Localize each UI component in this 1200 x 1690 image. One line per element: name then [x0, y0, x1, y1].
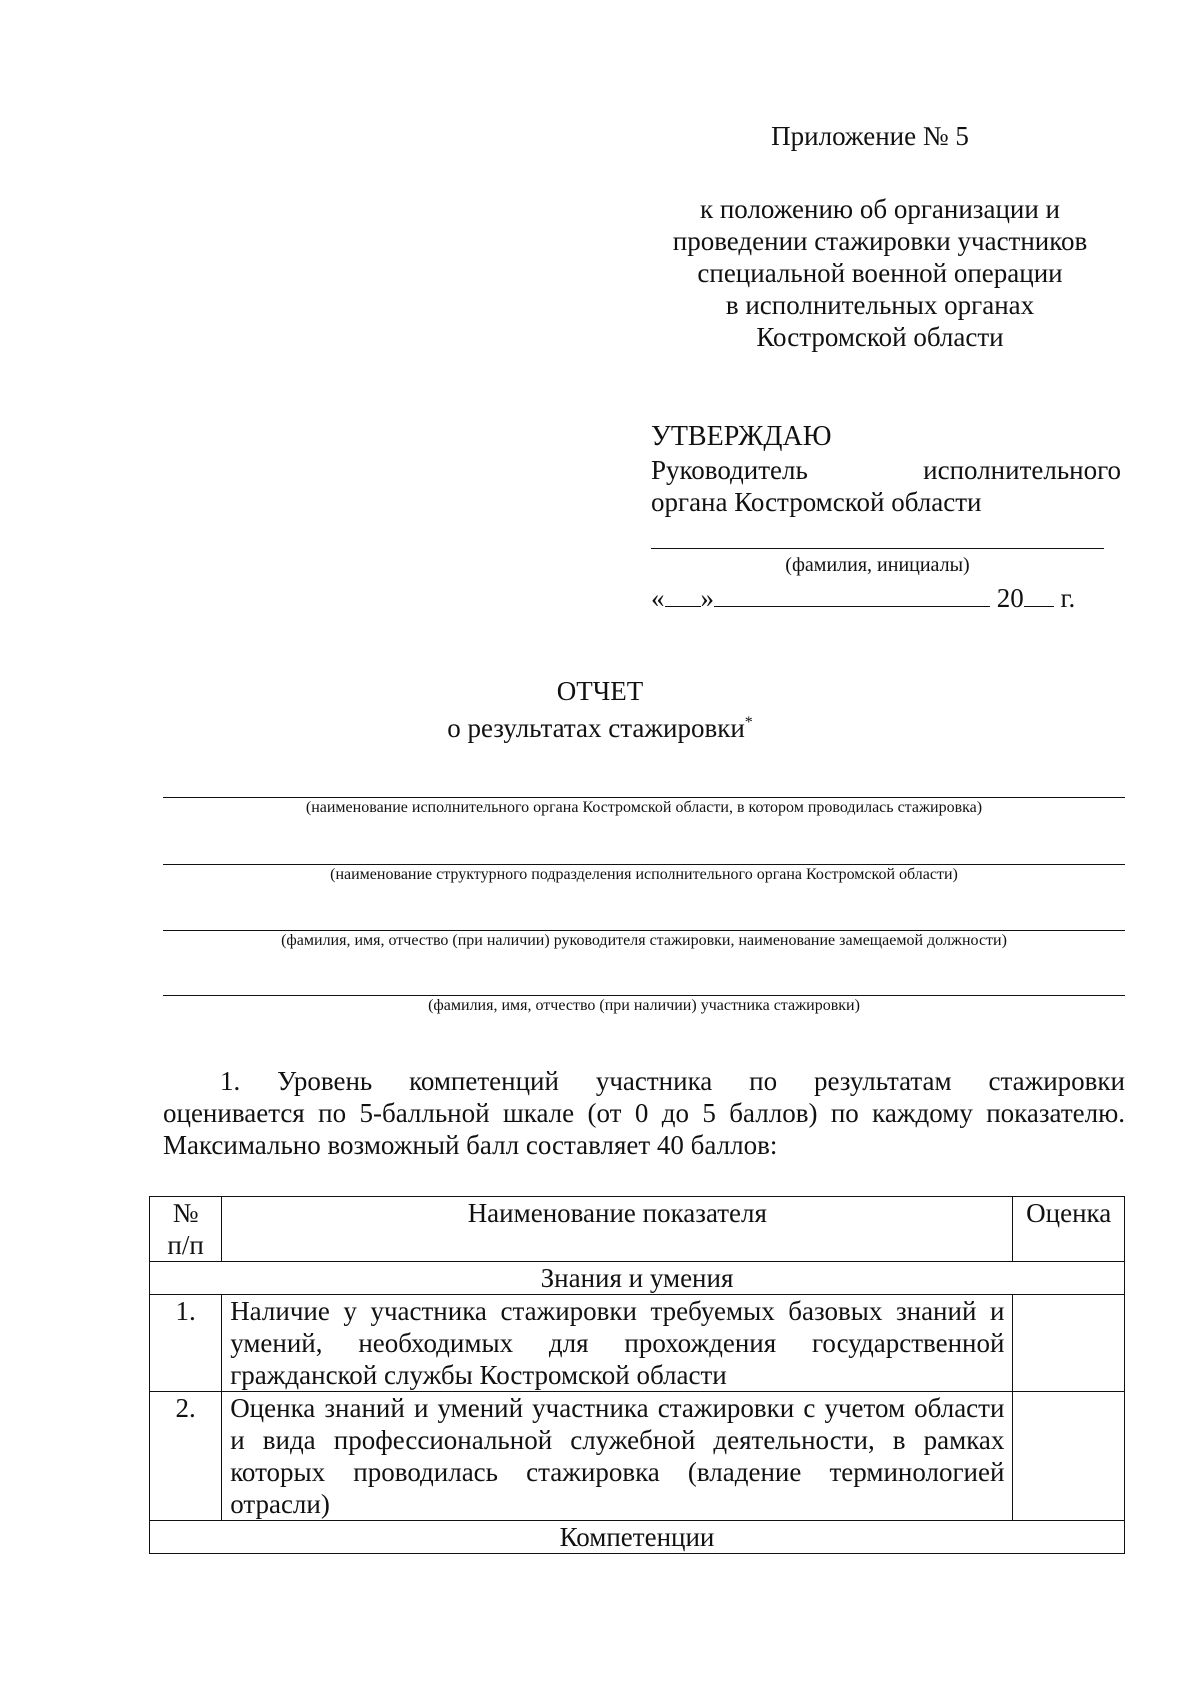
approve-word: УТВЕРЖДАЮ: [651, 421, 832, 452]
date-day-blank: [665, 580, 701, 607]
regulation-line: Костромской области: [756, 322, 1004, 352]
indicators-table: [149, 1196, 1125, 1554]
approver-position-line: [651, 454, 1121, 486]
fill-caption-subdivision: (наименование структурного подразделения исполнительного органа Костромской области): [330, 866, 958, 883]
section-row: [150, 1521, 1125, 1554]
approver-position-part1: Руководитель: [651, 455, 808, 485]
row-indicator-text: Оценка знаний и умений участника стажировки с учетом области и вида профессиональной служебной деятельности, в рамках которых проводилась стажировка (владение терминологией отрасли): [222, 1392, 1013, 1521]
date-year-suffix: г.: [1060, 583, 1076, 613]
header-num-sign: №: [172, 1198, 199, 1228]
report-subtitle-line: [0, 707, 1200, 744]
header-num-abbr: п/п: [167, 1230, 204, 1260]
fill-caption-supervisor: (фамилия, имя, отчество (при наличии) руководителя стажировки, наименование замещаемой должности): [281, 932, 1007, 949]
report-title-block: [0, 675, 1200, 744]
section-1-line: оценивается по 5-балльной шкале (от 0 до 5 баллов) по каждому показателю.: [163, 1098, 1125, 1128]
date-close-quote: »: [700, 583, 714, 613]
table-header-row: [150, 1197, 1125, 1262]
section-1-line: Максимально возможный балл составляет 40 баллов:: [163, 1130, 778, 1160]
regulation-line: проведении стажировки участников: [672, 226, 1088, 256]
appendix-title: Приложение № 5: [771, 121, 969, 151]
table-row: [150, 1392, 1125, 1521]
fill-caption-participant: (фамилия, имя, отчество (при наличии) участника стажировки): [428, 997, 860, 1014]
approver-position-part2: исполнительного: [923, 455, 1121, 485]
header-num-cell: [150, 1197, 222, 1262]
date-month-blank: [714, 580, 990, 607]
section-title: Знания и умения: [150, 1262, 1125, 1295]
report-title: ОТЧЕТ: [556, 676, 644, 706]
section-1-paragraph: [163, 1065, 1125, 1161]
signature-caption: (фамилия, инициалы): [785, 554, 970, 576]
approver-position-line2: органа Костромской области: [651, 487, 982, 517]
row-score: [1013, 1392, 1125, 1521]
section-title: Компетенции: [150, 1521, 1125, 1554]
report-subtitle: о результатах стажировки: [447, 713, 745, 743]
approval-date: [651, 580, 1104, 614]
signature-line: [651, 548, 1104, 549]
date-open-quote: «: [651, 583, 665, 613]
date-year-prefix: 20: [996, 583, 1024, 613]
footnote-mark: *: [744, 714, 753, 731]
row-num: 2.: [150, 1392, 222, 1521]
regulation-reference: [630, 193, 1130, 353]
regulation-line: специальной военной операции: [697, 258, 1063, 288]
header-name-cell: Наименование показателя: [222, 1197, 1013, 1262]
row-num: 1.: [150, 1295, 222, 1392]
regulation-line: в исполнительных органах: [725, 290, 1035, 320]
row-indicator-text: Наличие у участника стажировки требуемых базовых знаний и умений, необходимых для прохождения государственной гражданской службы Костромской области: [222, 1295, 1013, 1392]
approval-block: [651, 420, 1121, 518]
date-year-blank: [1024, 580, 1054, 607]
section-1-line: 1. Уровень компетенций участника по результатам стажировки: [220, 1066, 1125, 1096]
section-row: [150, 1262, 1125, 1295]
row-score: [1013, 1295, 1125, 1392]
table-row: [150, 1295, 1125, 1392]
header-score-cell: Оценка: [1013, 1197, 1125, 1262]
fill-caption-executive-body: (наименование исполнительного органа Костромской области, в котором проводилась стажировка): [305, 799, 983, 816]
regulation-line: к положению об организации и: [699, 194, 1060, 224]
